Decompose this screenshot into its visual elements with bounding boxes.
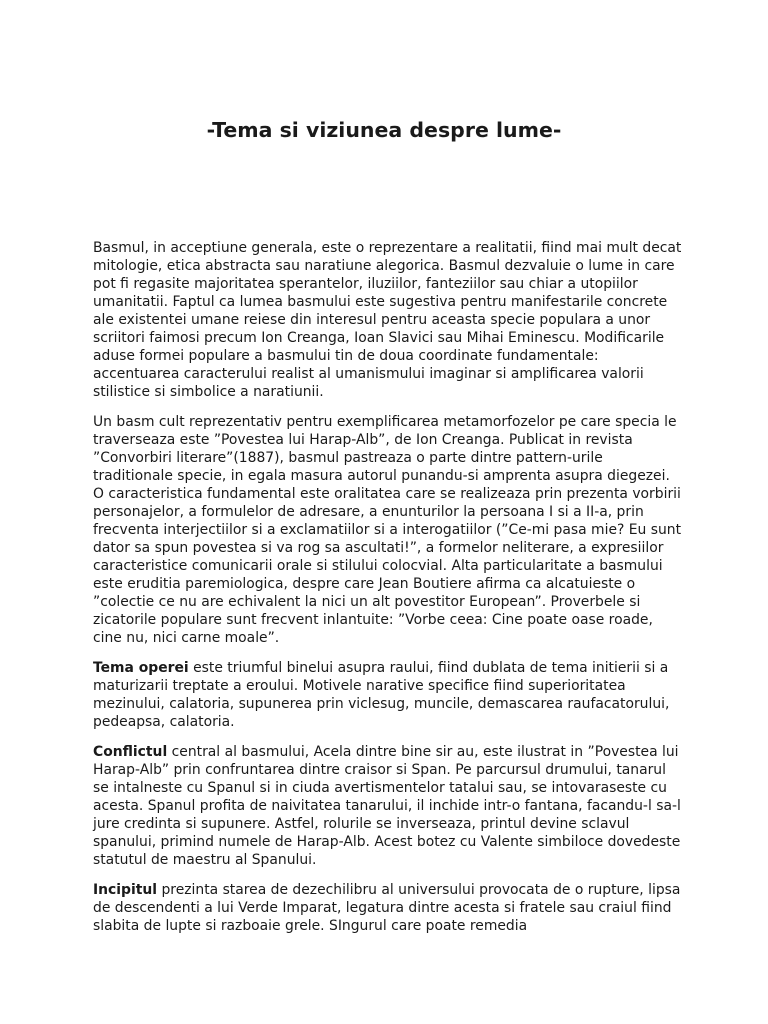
document-body bbox=[93, 239, 683, 947]
paragraph-lead: Incipitul bbox=[93, 882, 158, 898]
paragraph-basm-cult bbox=[93, 413, 683, 647]
paragraph-lead: Tema operei bbox=[93, 660, 189, 676]
paragraph-incipitul bbox=[93, 881, 683, 935]
document-title: -Tema si viziunea despre lume- bbox=[206, 118, 562, 142]
paragraph-conflictul bbox=[93, 743, 683, 869]
paragraph-tema-operei bbox=[93, 659, 683, 731]
paragraph-text: central al basmului, Acela dintre bine sir au, este ilustrat in ”Povestea lui Harap-Alb” prin confruntarea dintre craisor si Span. Pe parcursul drumului, tanarul se intalneste cu Spanul si in ciuda avertismentelor tatalui sau, se intovaraseste cu acesta. Spanul profita de naivitatea tanarului, il inchide intr-o fantana, facandu-l sa-l jure credinta si supunere. Astfel, rolurile se inverseaza, printul devine sclavul spanului, primind numele de Harap-Alb. Acest botez cu Valente simbiloce dovedeste statutul de maestru al Spanului. bbox=[93, 744, 681, 868]
paragraph-text: Basmul, in acceptiune generala, este o reprezentare a realitatii, fiind mai mult decat mitologie, etica abstracta sau naratiune alegorica. Basmul dezvaluie o lume in care pot fi regasite majoritatea sperantelor, iluziilor, fanteziilor sau chiar a utopiilor umanitatii. Faptul ca lumea basmului este sugestiva pentru manifestarile concrete ale existentei umane reiese din interesul pentru aceasta specie populara a unor scriitori faimosi precum Ion Creanga, Ioan Slavici sau Mihai Eminescu. Modificarile aduse formei populare a basmului tin de doua coordinate fundamentale: accentuarea caracterului realist al umanismului imaginar si amplificarea valorii stilistice si simbolice a naratiunii. bbox=[93, 240, 682, 400]
paragraph-text: este triumful binelui asupra raului, fiind dublata de tema initierii si a maturizarii treptate a eroului. Motivele narative specifice fiind superioritatea mezinului, calatoria, supunerea prin viclesug, muncile, demascarea raufacatorului, pedeapsa, calatoria. bbox=[93, 660, 670, 730]
paragraph-text: Un basm cult reprezentativ pentru exemplificarea metamorfozelor pe care specia le traverseaza este ”Povestea lui Harap-Alb”, de Ion Creanga. Publicat in revista ”Convorbiri literare”(1887), basmul pastreaza o parte dintre pattern-urile traditionale specie, in egala masura autorul punandu-si amprenta asupra diegezei. O caracteristica fundamental este oralitatea care se realizeaza prin prezenta vorbirii personajelor, a formulelor de adresare, a enunturilor la persoana I si a II-a, prin frecventa interjectiilor si a exclamatiilor si a interogatiilor (”Ce-mi pasa mie? Eu sunt dator sa spun povestea si va rog sa ascultati!”, a formelor neliterare, a expresiilor caracteristice comunicarii orale si stilului colocvial. Alta particularitate a basmului este eruditia paremiologica, despre care Jean Boutiere afirma ca alcatuieste o ”colectie ce nu are echivalent la nici un alt povestitor European”. Proverbele si zicatorile populare sunt frecvent inlantuite: ”Vorbe ceea: Cine poate oase roade, cine nu, nici carne moale”. bbox=[93, 414, 682, 646]
paragraph-text: prezinta starea de dezechilibru al universului provocata de o rupture, lipsa de descendenti a lui Verde Imparat, legatura dintre acesta si fratele sau craiul fiind slabita de lupte si razboaie grele. SIngurul care poate remedia bbox=[93, 882, 681, 934]
paragraph-intro bbox=[93, 239, 683, 401]
paragraph-lead: Conflictul bbox=[93, 744, 168, 760]
